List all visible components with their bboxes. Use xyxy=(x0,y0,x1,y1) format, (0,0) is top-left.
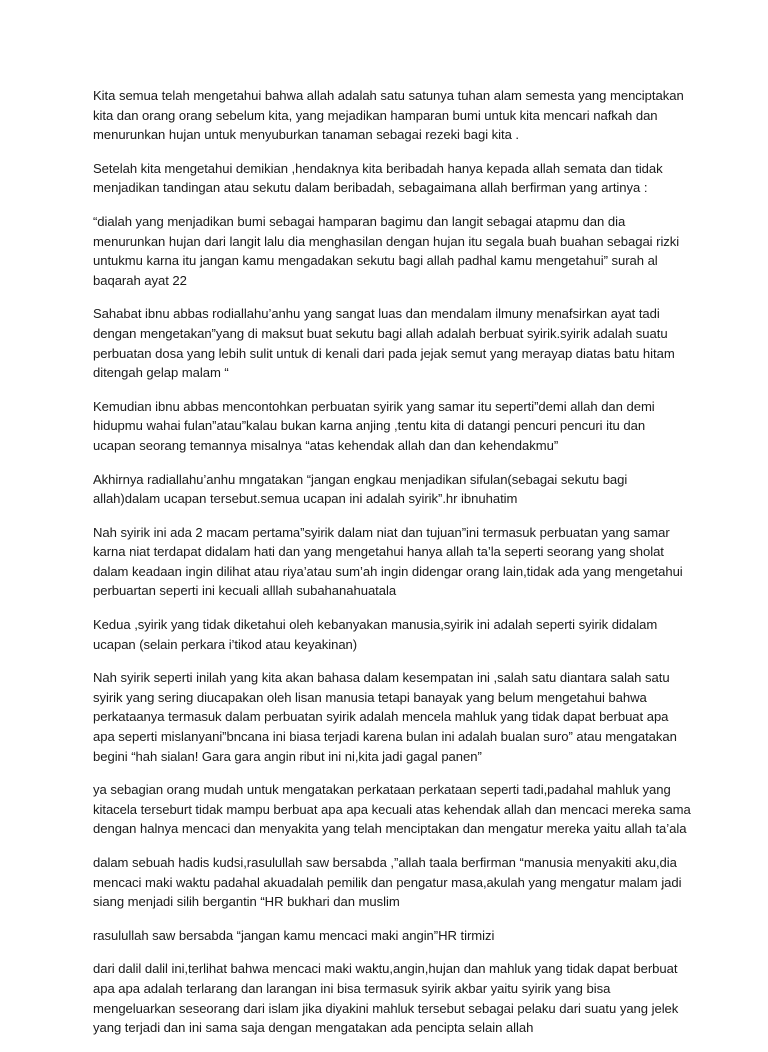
paragraph: ya sebagian orang mudah untuk mengatakan perkataan perkataan seperti tadi,padahal mahluk yang kitacela terseburt tidak mampu berbuat apa apa kecuali atas kehendak allah dan mencaci mereka sama dengan halnya mencaci dan menyakita yang telah menciptakan dan mengatur mereka yaitu allah ta’ala xyxy=(93,782,691,837)
paragraph: dari dalil dalil ini,terlihat bahwa mencaci maki waktu,angin,hujan dan mahluk yang tidak dapat berbuat apa apa adalah terlarang dan larangan ini bisa termasuk syirik akbar yaitu syirik yang bisa mengeluarkan seseorang dari islam jika diyakini mahluk tersebut sebagai pelaku dari suatu yang jelek yang terjadi dan ini sama saja dengan mengatakan ada pencipta selain allah xyxy=(93,961,679,1036)
paragraph: rasulullah saw bersabda “jangan kamu mencaci maki angin”HR tirmizi xyxy=(93,927,495,943)
paragraph: Nah syirik seperti inilah yang kita akan bahasa dalam kesempatan ini ,salah satu diantara salah satu syirik yang sering diucapakan oleh lisan manusia tetapi banayak yang belum mengetahui bahwa perkataanya termasuk dalam perbuatan syirik adalah mencela mahluk yang tidak dapat berbuat apa apa seperti mislanyani”bncana ini biasa terjadi karena bulan ini adalah bualan suro” atau mengatakan begini “hah sialan! Gara gara angin ribut ini ni,kita jadi gagal panen” xyxy=(93,670,677,764)
paragraph: “dialah yang menjadikan bumi sebagai hamparan bagimu dan langit sebagai atapmu dan dia menurunkan hujan dari langit lalu dia menghasilan dengan hujan itu segala buah buahan sebagai rizki untukmu karna itu jangan kamu mengadakan sekutu bagi allah padhal kamu mengetahui” surah al baqarah ayat 22 xyxy=(93,213,680,288)
paragraph: Kemudian ibnu abbas mencontohkan perbuatan syirik yang samar itu seperti”demi allah dan demi hidupmu wahai fulan”atau”kalau bukan karna anjing ,tentu kita di datangi pencuri pencuri itu dan ucapan seorang temannya misalnya “atas kehendak allah dan dan kehendakmu” xyxy=(93,398,655,453)
paragraph: Setelah kita mengetahui demikian ,hendaknya kita beribadah hanya kepada allah semata dan tidak menjadikan tandingan atau sekutu dalam beribadah, sebagaimana allah berfirman yang artinya : xyxy=(93,160,663,196)
paragraph: Kedua ,syirik yang tidak diketahui oleh kebanyakan manusia,syirik ini adalah seperti syirik didalam ucapan (selain perkara i’tikod atau keyakinan) xyxy=(93,617,658,652)
paragraph: Nah syirik ini ada 2 macam pertama”syirik dalam niat dan tujuan”ini termasuk perbuatan yang samar karna niat terdapat didalam hati dan yang mengetahui hanya allah ta’la seperti seorang yang sholat dalam keadaan ingin dilihat atau riya’atau sum’ah ingin didengar orang lain,tidak ada yang mengetahui perbuartan seperti ini kecuali alllah subahanahuatala xyxy=(93,524,683,599)
document-body xyxy=(93,86,691,1052)
paragraph: Sahabat ibnu abbas rodiallahu’anhu yang sangat luas dan mendalam ilmuny menafsirkan ayat tadi dengan mengetakan”yang di maksut buat sekutu bagi allah adalah berbuat syirik.syirik adalah suatu perbuatan dosa yang lebih sulit untuk di kenali dari pada jejak semut yang merayap diatas batu hitam ditengah gelap malam “ xyxy=(93,306,675,381)
paragraph: Akhirnya radiallahu’anhu mngatakan “jangan engkau menjadikan sifulan(sebagai sekutu bagi allah)dalam ucapan tersebut.semua ucapan ini adalah syirik”.hr ibnuhatim xyxy=(93,471,628,507)
paragraph: Kita semua telah mengetahui bahwa allah adalah satu satunya tuhan alam semesta yang menciptakan kita dan orang orang sebelum kita, yang mejadikan hamparan bumi untuk kita mencari nafkah dan menurunkan hujan untuk menyuburkan tanaman sebagai rezeki bagi kita . xyxy=(93,88,684,143)
paragraph: dalam sebuah hadis kudsi,rasulullah saw bersabda ,”allah taala berfirman “manusia menyakiti aku,dia mencaci maki waktu padahal akuadalah pemilik dan pengatur masa,akulah yang mengatur malam jadi siang menjadi silih bergantin “HR bukhari dan muslim xyxy=(93,855,682,910)
